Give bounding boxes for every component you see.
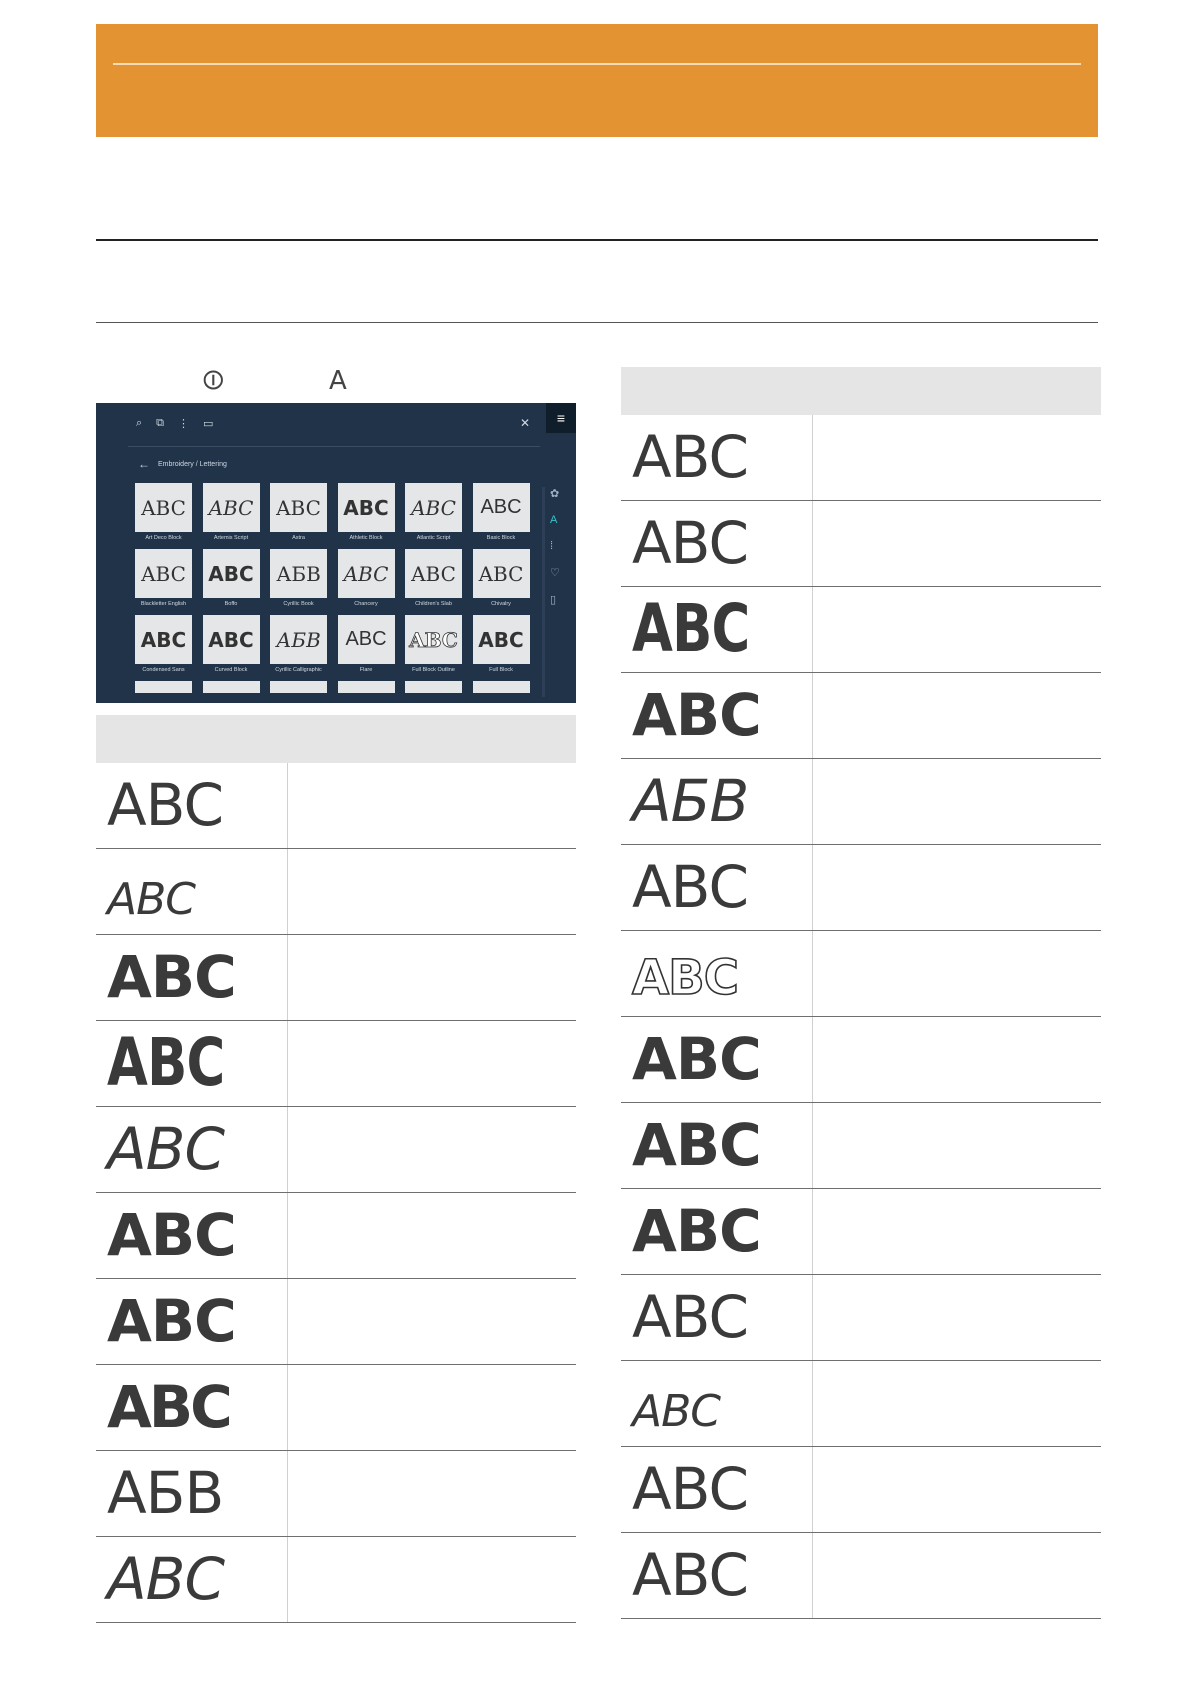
font-tile-sample: ABC [405, 615, 462, 664]
font-tile-sample: ABC [405, 483, 462, 532]
font-tile-label: Full Block [489, 667, 513, 673]
font-sample: ABC [632, 423, 748, 491]
letter-a-icon: A [329, 366, 347, 396]
table-row [96, 935, 576, 1021]
font-tile-label: Basic Block [486, 535, 516, 541]
font-tile-label: Curved Block [214, 667, 248, 673]
section-rule-thin [96, 322, 1098, 323]
table-row [621, 415, 1101, 501]
breadcrumb-text: Embroidery / Lettering [158, 460, 227, 468]
font-tile-sample: ABC [203, 483, 260, 532]
font-tile[interactable] [203, 483, 260, 542]
column-divider [812, 1189, 813, 1274]
column-divider [287, 849, 288, 934]
font-sample: ABC [107, 1287, 236, 1355]
table-row [621, 673, 1101, 759]
font-tile[interactable] [135, 615, 192, 674]
font-tile-sample [135, 681, 192, 693]
back-arrow-icon[interactable]: ← [138, 457, 150, 471]
font-tile[interactable] [338, 615, 395, 674]
font-tile[interactable] [203, 615, 260, 674]
column-divider [812, 501, 813, 586]
menu-icon[interactable]: ≡ [546, 403, 576, 433]
font-tile-partial[interactable] [270, 681, 327, 693]
font-tile-sample [405, 681, 462, 693]
font-tile[interactable] [473, 615, 530, 674]
embroidery-icon[interactable]: ✿ [550, 488, 560, 500]
table-row [96, 1279, 576, 1365]
font-tile-label: Athletic Block [349, 535, 383, 541]
font-tile-label: Art Deco Block [145, 535, 182, 541]
font-tile-label: Cyrillic Calligraphic [275, 667, 322, 673]
lettering-screenshot [96, 403, 576, 703]
table-row [96, 763, 576, 849]
font-sample: ABC [107, 943, 236, 1011]
font-tile-label: Artemis Script [213, 535, 249, 541]
toolbar-divider [128, 446, 540, 447]
font-tile-sample: ABC [338, 549, 395, 598]
font-tile[interactable] [270, 483, 327, 542]
table-row [96, 1537, 576, 1623]
table-row [621, 501, 1101, 587]
power-icon: ⏼ [203, 366, 224, 396]
search-icon[interactable]: ⌕ [136, 417, 143, 429]
font-tile[interactable] [405, 483, 462, 542]
scrollbar[interactable] [542, 487, 545, 697]
table-row [96, 1451, 576, 1537]
font-tile-sample: ABC [338, 483, 395, 532]
font-tile-partial[interactable] [473, 681, 530, 693]
font-tile-sample [338, 681, 395, 693]
font-tile-label: Chivalry [491, 601, 511, 607]
column-divider [812, 673, 813, 758]
font-sample: ABC [107, 1115, 224, 1183]
font-sample: ABC [632, 1455, 748, 1523]
font-sample: ABC [107, 771, 223, 839]
breadcrumb [138, 457, 227, 471]
column-divider [812, 1361, 813, 1446]
table-row [621, 1361, 1101, 1447]
font-sample: ABC [632, 1541, 748, 1609]
font-sample: ABC [632, 1283, 748, 1351]
table-row [621, 1017, 1101, 1103]
font-tile[interactable] [270, 549, 327, 608]
table-row [621, 1189, 1101, 1275]
font-tile-partial[interactable] [135, 681, 192, 693]
table-row [96, 849, 576, 935]
font-sample: АБВ [632, 767, 749, 835]
font-tile-sample: ABC [338, 615, 395, 664]
font-sample: ABC [107, 1201, 236, 1269]
table-row [621, 1533, 1101, 1619]
font-tile-sample: ABC [135, 615, 192, 664]
font-tile-label: Atlantic Script [416, 535, 451, 541]
font-sample: ABC [632, 681, 761, 749]
font-tile-label: Cyrillic Book [283, 601, 314, 607]
usb-icon[interactable]: ▯ [550, 594, 557, 606]
font-grid [135, 483, 530, 693]
side-nav [550, 487, 560, 606]
font-sample: ABC [632, 590, 750, 667]
column-divider [287, 1537, 288, 1622]
table-row [96, 1021, 576, 1107]
font-sample: ABC [632, 1025, 761, 1093]
font-tile[interactable] [338, 549, 395, 608]
font-tile-sample: ABC [135, 549, 192, 598]
font-sample: ABC [107, 1545, 224, 1613]
font-tile-label: Full Block Outline [412, 667, 455, 673]
font-table-right [621, 367, 1101, 1619]
table-row [96, 1107, 576, 1193]
screenshot-toolbar [136, 417, 213, 430]
column-divider [812, 587, 813, 672]
font-tile-partial[interactable] [203, 681, 260, 693]
table-row [96, 1365, 576, 1451]
column-divider [812, 1275, 813, 1360]
column-divider [812, 415, 813, 500]
font-tile[interactable] [405, 549, 462, 608]
font-sample: ABC [632, 1197, 761, 1265]
font-tile-sample: АБВ [270, 549, 327, 598]
font-tile-partial[interactable] [338, 681, 395, 693]
font-tile-sample: ABC [473, 483, 530, 532]
close-icon[interactable]: ✕ [520, 416, 531, 430]
font-tile-partial[interactable] [405, 681, 462, 693]
font-tile-sample: АБВ [270, 615, 327, 664]
font-tile-sample [203, 681, 260, 693]
font-sample: ABC [632, 1111, 761, 1179]
table-header [96, 715, 576, 763]
copy-icon[interactable]: ⧉ [156, 417, 165, 429]
lettering-icon[interactable]: A [550, 514, 558, 526]
font-tile-sample: ABC [473, 615, 530, 664]
font-tile[interactable] [135, 483, 192, 542]
font-tile[interactable] [473, 483, 530, 542]
font-tile[interactable] [135, 549, 192, 608]
column-divider [812, 1103, 813, 1188]
font-tile-label: Blackletter English [140, 601, 187, 607]
font-tile-label: Chancery [354, 601, 378, 607]
font-sample: ABC [632, 509, 748, 577]
table-header [621, 367, 1101, 415]
column-divider [812, 1533, 813, 1618]
table-row [621, 1447, 1101, 1533]
column-divider [287, 935, 288, 1020]
font-tile[interactable] [270, 615, 327, 674]
font-tile[interactable] [473, 549, 530, 608]
stitch-icon[interactable]: ⁞ [550, 540, 554, 552]
more-icon[interactable]: ⋮ [178, 418, 190, 430]
font-tile-sample [473, 681, 530, 693]
column-divider [812, 845, 813, 930]
table-row [621, 845, 1101, 931]
font-sample: ABC [632, 950, 738, 1006]
column-divider [287, 1279, 288, 1364]
banner-rule [113, 63, 1081, 65]
column-divider [287, 1365, 288, 1450]
font-sample: ABC [632, 1386, 721, 1437]
font-tile[interactable] [405, 615, 462, 674]
table-row [621, 587, 1101, 673]
table-row [621, 931, 1101, 1017]
font-tile-label: Flare [359, 667, 373, 673]
font-sample: ABC [632, 853, 748, 921]
font-tile[interactable] [203, 549, 260, 608]
font-tile-sample: ABC [203, 549, 260, 598]
machine-icon[interactable]: ▭ [203, 418, 214, 430]
table-row [96, 1193, 576, 1279]
column-divider [287, 763, 288, 848]
font-tile-label: Boffo [224, 601, 238, 607]
column-divider [812, 1447, 813, 1532]
font-tile-sample: ABC [203, 615, 260, 664]
column-divider [287, 1451, 288, 1536]
font-tile-sample: ABC [473, 549, 530, 598]
font-tile-sample: ABC [405, 549, 462, 598]
table-row [621, 1103, 1101, 1189]
font-tile-sample: ABC [135, 483, 192, 532]
section-rule [96, 239, 1098, 241]
header-banner [96, 24, 1098, 137]
font-tile-sample [270, 681, 327, 693]
column-divider [812, 759, 813, 844]
font-sample: ABC [107, 1024, 225, 1101]
font-tile-label: Condensed Sans [142, 667, 185, 673]
font-tile[interactable] [338, 483, 395, 542]
font-sample: ABC [107, 874, 196, 925]
font-table-left [96, 715, 576, 1623]
heart-icon[interactable]: ♡ [550, 567, 560, 579]
font-tile-sample: ABC [270, 483, 327, 532]
font-sample: АБВ [107, 1459, 224, 1527]
column-divider [812, 931, 813, 1016]
column-divider [287, 1021, 288, 1106]
font-tile-label: Children's Slab [415, 601, 452, 607]
column-divider [812, 1017, 813, 1102]
column-divider [287, 1107, 288, 1192]
column-divider [287, 1193, 288, 1278]
table-row [621, 759, 1101, 845]
font-tile-label: Astra [292, 535, 305, 541]
table-row [621, 1275, 1101, 1361]
font-sample: ABC [107, 1373, 230, 1441]
